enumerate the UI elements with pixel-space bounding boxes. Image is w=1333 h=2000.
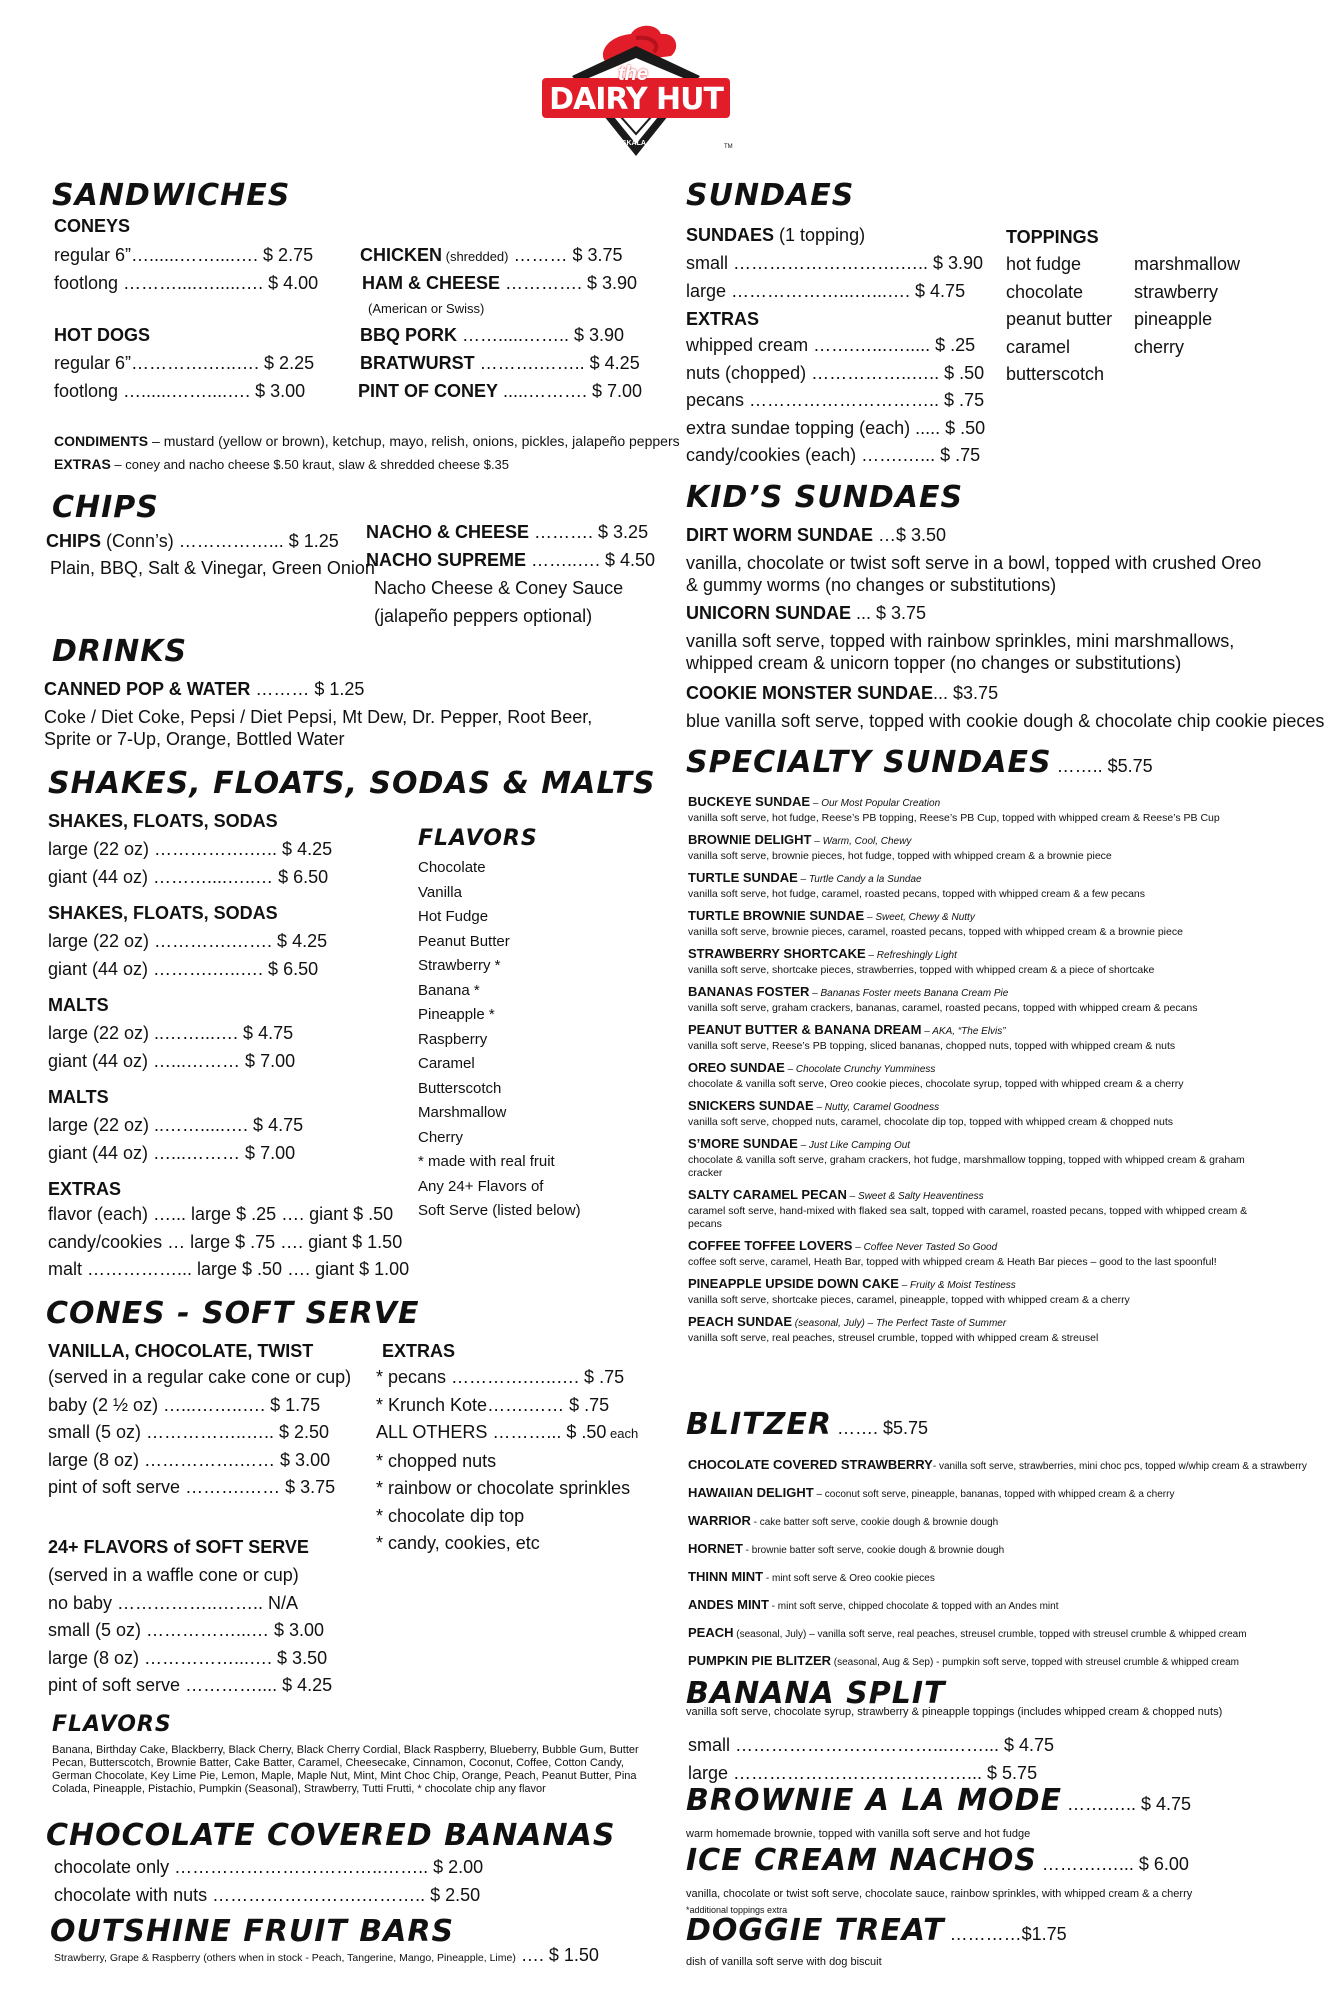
specialty-desc: chocolate & vanilla soft serve, graham crackers, hot fudge, marshmallow topping, topped with whipped cream & graham cracker bbox=[688, 1154, 1245, 1179]
specialty-desc: vanilla soft serve, hot fudge, Reese’s PB topping, Reese’s PB Cup, topped with whipped cream & Reese’s PB Cup bbox=[688, 812, 1220, 824]
shakes-extra-malt: malt ……………... large $ .50 …. giant $ 1.00 bbox=[48, 1259, 410, 1279]
vct-pint: pint of soft serve ……….…… $ 3.75 bbox=[48, 1477, 336, 1497]
sundae-extra-whipped: whipped cream …….…...…..... $ .25 bbox=[686, 335, 976, 355]
bananas-heading: CHOCOLATE COVERED BANANAS bbox=[46, 1818, 616, 1853]
extra-sprinkles: * rainbow or chocolate sprinkles bbox=[376, 1478, 631, 1498]
specialty-desc: caramel soft serve, hand-mixed with flaked sea salt, topped with caramel, roasted pecans, topped with whipped cream & pecans bbox=[688, 1205, 1248, 1230]
specialty-desc: chocolate & vanilla soft serve, Oreo cookie pieces, chocolate syrup, topped with whipped cream & a cherry bbox=[688, 1078, 1184, 1090]
flavor-item: Pineapple * bbox=[418, 1006, 495, 1023]
malts-group2-label: MALTS bbox=[48, 1087, 109, 1107]
malts-group2-giant: giant (44 oz) …...……… $ 7.00 bbox=[48, 1143, 296, 1163]
flavor-item: Raspberry bbox=[418, 1030, 488, 1048]
specialty-name: SNICKERS SUNDAE – Nutty, Caramel Goodness bbox=[688, 1098, 940, 1113]
drinks-list: Coke / Diet Coke, Pepsi / Diet Pepsi, Mt Dew, Dr. Pepper, Root Beer, Sprite or 7-Up, Orange, Bottled Water bbox=[44, 707, 593, 749]
malts-group1-label: MALTS bbox=[48, 995, 109, 1015]
shakes-flavors-list bbox=[418, 856, 581, 1224]
logo-name: DAIRY HUT bbox=[549, 82, 723, 117]
specialty-desc: vanilla soft serve, hot fudge, caramel, roasted pecans, topped with whipped cream & a few pecans bbox=[688, 888, 1146, 900]
logo-est-left: EST. bbox=[575, 50, 596, 72]
hotdogs-label: HOT DOGS bbox=[54, 325, 151, 345]
topping-item: caramel bbox=[1006, 336, 1071, 357]
logo-tm: TM bbox=[724, 144, 733, 150]
specialty-desc: vanilla soft serve, Reese’s PB topping, sliced bananas, chopped nuts, topped with whipped cream & nuts bbox=[688, 1040, 1176, 1052]
fruitbars-line: Strawberry, Grape & Raspberry (others when in stock - Peach, Tangerine, Mango, Pineapple, Lime) …. $ 1.50 bbox=[54, 1945, 599, 1965]
sundaes-extras-list bbox=[686, 332, 985, 470]
specialty-name: COFFEE TOFFEE LOVERS – Coffee Never Tasted So Good bbox=[688, 1238, 998, 1253]
chips-heading: CHIPS bbox=[52, 490, 159, 525]
flavor-item: Vanilla bbox=[418, 883, 462, 901]
sundae-extra-candy: candy/cookies (each) …….…... $ .75 bbox=[686, 445, 981, 465]
specialty-name: PEACH SUNDAE (seasonal, July) – The Perfect Taste of Summer bbox=[688, 1314, 1007, 1329]
flavor-item: Hot Fudge bbox=[418, 908, 489, 925]
extra-chopped-nuts: * chopped nuts bbox=[376, 1450, 497, 1471]
kids-item-unicorn: UNICORN SUNDAE ... $ 3.75 bbox=[686, 603, 927, 623]
chips-item: CHIPS (Conn’s) ……………... $ 1.25 bbox=[46, 531, 339, 551]
malts-group2-large: large (22 oz) ..…….....…. $ 4.75 bbox=[48, 1115, 304, 1135]
specialty-name: BANANAS FOSTER – Bananas Foster meets Banana Cream Pie bbox=[688, 984, 1009, 999]
extra-pecans: * pecans ………….…..…. $ .75 bbox=[376, 1367, 625, 1387]
topping-item: chocolate bbox=[1006, 281, 1084, 302]
kids-item-dirt-worm: DIRT WORM SUNDAE …$ 3.50 bbox=[686, 525, 947, 545]
sundaes-heading: SUNDAES bbox=[686, 178, 855, 213]
nacho-supreme-note2: (jalapeño peppers optional) bbox=[374, 606, 593, 626]
kids-desc-dirt-worm: vanilla, chocolate or twist soft serve in a bowl, topped with crushed Oreo & gummy worms (no changes or substitutions) bbox=[686, 553, 1262, 595]
blitzer-item: THINN MINT - mint soft serve & Oreo cookie pieces bbox=[688, 1569, 935, 1584]
ham-note: (American or Swiss) bbox=[368, 301, 485, 316]
specialty-name: TURTLE SUNDAE – Turtle Candy a la Sundae bbox=[688, 870, 922, 885]
cones-extras-list bbox=[376, 1364, 638, 1558]
specialty-name: BUCKEYE SUNDAE – Our Most Popular Creation bbox=[688, 794, 941, 809]
flavor-note: Soft Serve (listed below) bbox=[418, 1202, 581, 1219]
bbq-item: BBQ PORK …….....…….. $ 3.90 bbox=[360, 325, 625, 345]
shakes-group1-large: large (22 oz) …………….….. $ 4.25 bbox=[48, 839, 333, 859]
chips-flavors: Plain, BBQ, Salt & Vinegar, Green Onion bbox=[50, 558, 375, 578]
f24-note: (served in a waffle cone or cup) bbox=[48, 1565, 299, 1585]
topping-item: marshmallow bbox=[1134, 254, 1241, 274]
toppings-label: TOPPINGS bbox=[1006, 227, 1099, 247]
brownie-desc: warm homemade brownie, topped with vanilla soft serve and hot fudge bbox=[686, 1828, 1031, 1840]
shakes-group2-label: SHAKES, FLOATS, SODAS bbox=[48, 903, 278, 923]
nachos-heading: ICE CREAM NACHOS ……….…... $ 6.00 bbox=[686, 1843, 1189, 1878]
condiments-line: CONDIMENTS – mustard (yellow or brown), ketchup, mayo, relish, onions, pickles, jalapeño peppers bbox=[54, 433, 680, 449]
sandwiches-heading: SANDWICHES bbox=[52, 178, 291, 213]
coneys-footlong: footlong ………....….....…. $ 4.00 bbox=[54, 273, 319, 293]
extra-dip-top: * chocolate dip top bbox=[376, 1505, 525, 1526]
blitzer-list bbox=[688, 1452, 1328, 1676]
specialty-heading: SPECIALTY SUNDAES …….. $5.75 bbox=[686, 745, 1153, 780]
drinks-heading: DRINKS bbox=[52, 634, 188, 669]
topping-item: peanut butter bbox=[1006, 309, 1113, 329]
canned-pop-item: CANNED POP & WATER ……… $ 1.25 bbox=[44, 679, 365, 699]
specialty-desc: vanilla soft serve, chopped nuts, caramel, chocolate dip top, topped with whipped cream & chopped nuts bbox=[688, 1116, 1174, 1128]
toppings-list-b bbox=[1134, 251, 1240, 361]
topping-item: butterscotch bbox=[1006, 364, 1105, 384]
extra-krunch-kote: * Krunch Kote…….…… $ .75 bbox=[376, 1394, 610, 1415]
sundae-extra-pecans: pecans ………………………….. $ .75 bbox=[686, 390, 985, 410]
soft-serve-flavors-heading: FLAVORS bbox=[52, 1712, 172, 1737]
specialty-name: OREO SUNDAE – Chocolate Crunchy Yumminess bbox=[688, 1060, 936, 1075]
logo-est-right: 1973 bbox=[673, 48, 695, 70]
cones-extras-label: EXTRAS bbox=[382, 1341, 456, 1361]
specialty-desc: vanilla soft serve, brownie pieces, caramel, roasted pecans, topped with whipped cream & a brownie piece bbox=[688, 926, 1183, 938]
topping-item: pineapple bbox=[1134, 309, 1213, 329]
sundae-extra-nuts: nuts (chopped) ……………..….. $ .50 bbox=[686, 362, 985, 383]
flavor-note: * made with real fruit bbox=[418, 1153, 555, 1170]
specialty-name: PINEAPPLE UPSIDE DOWN CAKE – Fruity & Moist Testiness bbox=[688, 1276, 1016, 1291]
sundaes-large: large ………………...…...…. $ 4.75 bbox=[686, 281, 966, 301]
toppings-list-a bbox=[1006, 251, 1112, 389]
f24-list bbox=[48, 1562, 332, 1700]
logo-location: PATASKALA, OHIO bbox=[604, 140, 668, 147]
flavor-note: Any 24+ Flavors of bbox=[418, 1177, 544, 1195]
shakes-group1-giant: giant (44 oz) ………....…..… $ 6.50 bbox=[48, 867, 329, 887]
soft-serve-flavors-text: Banana, Birthday Cake, Blackberry, Black Cherry, Black Cherry Cordial, Black Raspberry, Blueberry, Bubble Gum, Butter Pecan, Butterscotch, Brownie Batter, Cake Batter, Caramel, Cheesecake, Cinnamon, Coconut, Coffee, Cotton Candy, German Chocolate, Key Lime Pie, Lemon, Maple, Maple Nut, Mint, Mint Choc Chip, Orange, Peach, Peanut Butter, Pina Colada, Pineapple, Pistachio, Pumpkin (Seasonal), Strawberry, Tutti Frutti, * chocolate chip any flavor bbox=[52, 1744, 639, 1795]
flavor-item: Cherry bbox=[418, 1128, 464, 1146]
hotdogs-footlong: footlong …......……....…. $ 3.00 bbox=[54, 381, 306, 401]
blitzer-item: CHOCOLATE COVERED STRAWBERRY- vanilla soft serve, strawberries, mini choc pcs, topped w/whip cream & a strawberry bbox=[688, 1457, 1307, 1472]
kids-sundaes-heading: KID’S SUNDAES bbox=[686, 480, 964, 515]
specialty-name: PEANUT BUTTER & BANANA DREAM – AKA, “The Elvis” bbox=[688, 1022, 1006, 1037]
shakes-extras-list bbox=[48, 1201, 409, 1284]
topping-item: strawberry bbox=[1134, 281, 1219, 302]
nacho-cheese-item: NACHO & CHEESE ………. $ 3.25 bbox=[366, 522, 649, 542]
doggie-heading: DOGGIE TREAT …………$1.75 bbox=[686, 1913, 1067, 1948]
extra-all-others: ALL OTHERS ………... $ .50 each bbox=[376, 1422, 639, 1442]
sundaes-extras-label: EXTRAS bbox=[686, 309, 760, 329]
vct-note: (served in a regular cake cone or cup) bbox=[48, 1367, 352, 1387]
blitzer-item: HAWAIIAN DELIGHT – coconut soft serve, pineapple, bananas, topped with whipped cream & a cherry bbox=[688, 1485, 1175, 1500]
shakes-group2-large: large (22 oz) ………….……. $ 4.25 bbox=[48, 931, 328, 951]
nachos-note: *additional toppings extra bbox=[686, 1905, 788, 1915]
coneys-regular: regular 6”…......……....…. $ 2.75 bbox=[54, 245, 314, 265]
flavor-item: Strawberry * bbox=[418, 957, 501, 974]
bananas-only: chocolate only ……………………………..…….. $ 2.00 bbox=[54, 1857, 484, 1877]
banana-split-heading: BANANA SPLIT bbox=[686, 1676, 946, 1711]
f24-large: large (8 oz) ……………...…. $ 3.50 bbox=[48, 1647, 328, 1668]
blitzer-item: WARRIOR - cake batter soft serve, cookie dough & brownie dough bbox=[688, 1513, 999, 1528]
specialty-list bbox=[688, 793, 1278, 1351]
shakes-extra-candy: candy/cookies … large $ .75 …. giant $ 1.50 bbox=[48, 1231, 403, 1252]
flavor-item: Chocolate bbox=[418, 859, 486, 876]
specialty-name: SALTY CARAMEL PECAN – Sweet & Salty Heaventiness bbox=[688, 1187, 984, 1202]
flavor-item: Marshmallow bbox=[418, 1104, 507, 1121]
specialty-desc: vanilla soft serve, real peaches, streusel crumble, topped with whipped cream & streusel bbox=[688, 1332, 1099, 1344]
specialty-desc: vanilla soft serve, graham crackers, bananas, caramel, roasted pecans, topped with whipped cream & pecans bbox=[688, 1002, 1198, 1014]
specialty-name: BROWNIE DELIGHT – Warm, Cool, Chewy bbox=[688, 832, 912, 847]
blitzer-item: ANDES MINT - mint soft serve, chipped chocolate & topped with an Andes mint bbox=[688, 1597, 1059, 1612]
specialty-desc: vanilla soft serve, shortcake pieces, caramel, pineapple, topped with whipped cream & a cherry bbox=[688, 1294, 1130, 1306]
specialty-desc: vanilla soft serve, shortcake pieces, strawberries, topped with whipped cream & a piece of shortcake bbox=[688, 964, 1155, 976]
flavor-item: Banana * bbox=[418, 981, 480, 999]
flavor-item: Caramel bbox=[418, 1055, 475, 1072]
vct-large: large (8 oz) …………….…… $ 3.00 bbox=[48, 1449, 331, 1470]
logo-the: the bbox=[618, 63, 648, 85]
specialty-desc: vanilla soft serve, brownie pieces, hot fudge, topped with whipped cream & a brownie piece bbox=[688, 850, 1112, 862]
vct-label: VANILLA, CHOCOLATE, TWIST bbox=[48, 1341, 314, 1361]
shakes-group2-giant: giant (44 oz) ……….…..…. $ 6.50 bbox=[48, 959, 319, 979]
topping-item: cherry bbox=[1134, 336, 1185, 357]
extra-candy: * candy, cookies, etc bbox=[376, 1533, 540, 1553]
chicken-item: CHICKEN (shredded) ……… $ 3.75 bbox=[360, 245, 623, 265]
banana-split-desc: vanilla soft serve, chocolate syrup, strawberry & pineapple toppings (includes whipped cream & chopped nuts) bbox=[686, 1706, 1223, 1718]
pint-coney-item: PINT OF CONEY .....………. $ 7.00 bbox=[358, 381, 643, 401]
sundaes-small: small ……………………….….. $ 3.90 bbox=[686, 253, 984, 273]
vct-small: small (5 oz) ……………..….. $ 2.50 bbox=[48, 1422, 330, 1442]
sundaes-label: SUNDAES (1 topping) bbox=[686, 225, 866, 245]
brat-item: BRATWURST ……….…….. $ 4.25 bbox=[360, 353, 640, 373]
dairy-hut-logo bbox=[536, 16, 736, 166]
blitzer-heading: BLITZER ……. $5.75 bbox=[686, 1407, 929, 1442]
brownie-heading: BROWNIE A LA MODE …….….. $ 4.75 bbox=[686, 1783, 1192, 1818]
malts-group1-giant: giant (44 oz) …...……… $ 7.00 bbox=[48, 1051, 296, 1071]
nacho-supreme-note1: Nacho Cheese & Coney Sauce bbox=[374, 578, 624, 598]
f24-label: 24+ FLAVORS of SOFT SERVE bbox=[48, 1537, 309, 1557]
sandwich-extras-line: EXTRAS – coney and nacho cheese $.50 kraut, slaw & shredded cheese $.35 bbox=[54, 456, 510, 472]
kids-item-cookie-monster: COOKIE MONSTER SUNDAE... $3.75 bbox=[686, 683, 999, 703]
kids-desc-cookie-monster: blue vanilla soft serve, topped with cookie dough & chocolate chip cookie pieces bbox=[686, 711, 1325, 731]
vct-baby: baby (2 ½ oz) …...……..…. $ 1.75 bbox=[48, 1394, 321, 1415]
blitzer-item: PUMPKIN PIE BLITZER (seasonal, Aug & Sep) - pumpkin soft serve, topped with streusel crumble & whipped cream bbox=[688, 1653, 1239, 1668]
banana-split-large: large …………………………………... $ 5.75 bbox=[688, 1763, 1038, 1783]
specialty-name: STRAWBERRY SHORTCAKE – Refreshingly Light bbox=[688, 946, 957, 961]
specialty-desc: coffee soft serve, caramel, Heath Bar, topped with whipped cream & Heath Bar pieces – good to the last spoonful! bbox=[688, 1256, 1217, 1268]
f24-pint: pint of soft serve ………….... $ 4.25 bbox=[48, 1675, 333, 1695]
f24-baby: no baby ……………..…….. N/A bbox=[48, 1592, 299, 1613]
nachos-desc: vanilla, chocolate or twist soft serve, chocolate sauce, rainbow sprinkles, with whipped cream & a cherry bbox=[686, 1888, 1193, 1900]
fruitbars-heading: OUTSHINE FRUIT BARS bbox=[50, 1914, 455, 1949]
shakes-flavors-heading: FLAVORS bbox=[418, 826, 538, 851]
doggie-desc: dish of vanilla soft serve with dog biscuit bbox=[686, 1956, 882, 1968]
shakes-extra-flavor: flavor (each) …... large $ .25 …. giant $ .50 bbox=[48, 1204, 394, 1224]
shakes-group1-label: SHAKES, FLOATS, SODAS bbox=[48, 811, 278, 831]
flavor-item: Butterscotch bbox=[418, 1079, 502, 1097]
shakes-extras-label: EXTRAS bbox=[48, 1179, 122, 1199]
bananas-nuts: chocolate with nuts …………………….……….. $ 2.50 bbox=[54, 1885, 481, 1905]
specialty-name: S’MORE SUNDAE – Just Like Camping Out bbox=[688, 1136, 911, 1151]
ham-item: HAM & CHEESE …………. $ 3.90 bbox=[362, 273, 638, 293]
banana-split-small: small ……………………………...……... $ 4.75 bbox=[688, 1735, 1055, 1755]
sundae-extra-topping: extra sundae topping (each) ..... $ .50 bbox=[686, 417, 986, 438]
shakes-heading: SHAKES, FLOATS, SODAS & MALTS bbox=[48, 766, 656, 801]
vct-list bbox=[48, 1364, 351, 1502]
kids-desc-unicorn: vanilla soft serve, topped with rainbow sprinkles, mini marshmallows, whipped cream & unicorn topper (no changes or substitutions) bbox=[686, 631, 1235, 673]
hotdogs-regular: regular 6”………….…..…. $ 2.25 bbox=[54, 353, 315, 373]
cones-heading: CONES - SOFT SERVE bbox=[46, 1296, 420, 1331]
coneys-label: CONEYS bbox=[54, 216, 131, 236]
flavor-item: Peanut Butter bbox=[418, 932, 510, 950]
specialty-name: TURTLE BROWNIE SUNDAE – Sweet, Chewy & Nutty bbox=[688, 908, 975, 923]
nacho-supreme-item: NACHO SUPREME ……..…. $ 4.50 bbox=[366, 550, 656, 570]
malts-group1-large: large (22 oz) ..……...…. $ 4.75 bbox=[48, 1023, 294, 1043]
f24-small: small (5 oz) ……………...… $ 3.00 bbox=[48, 1620, 325, 1640]
blitzer-item: PEACH (seasonal, July) – vanilla soft serve, real peaches, streusel crumble, topped with streusel crumble & whipped cream bbox=[688, 1625, 1247, 1640]
blitzer-item: HORNET - brownie batter soft serve, cookie dough & brownie dough bbox=[688, 1541, 1005, 1556]
topping-item: hot fudge bbox=[1006, 254, 1082, 274]
